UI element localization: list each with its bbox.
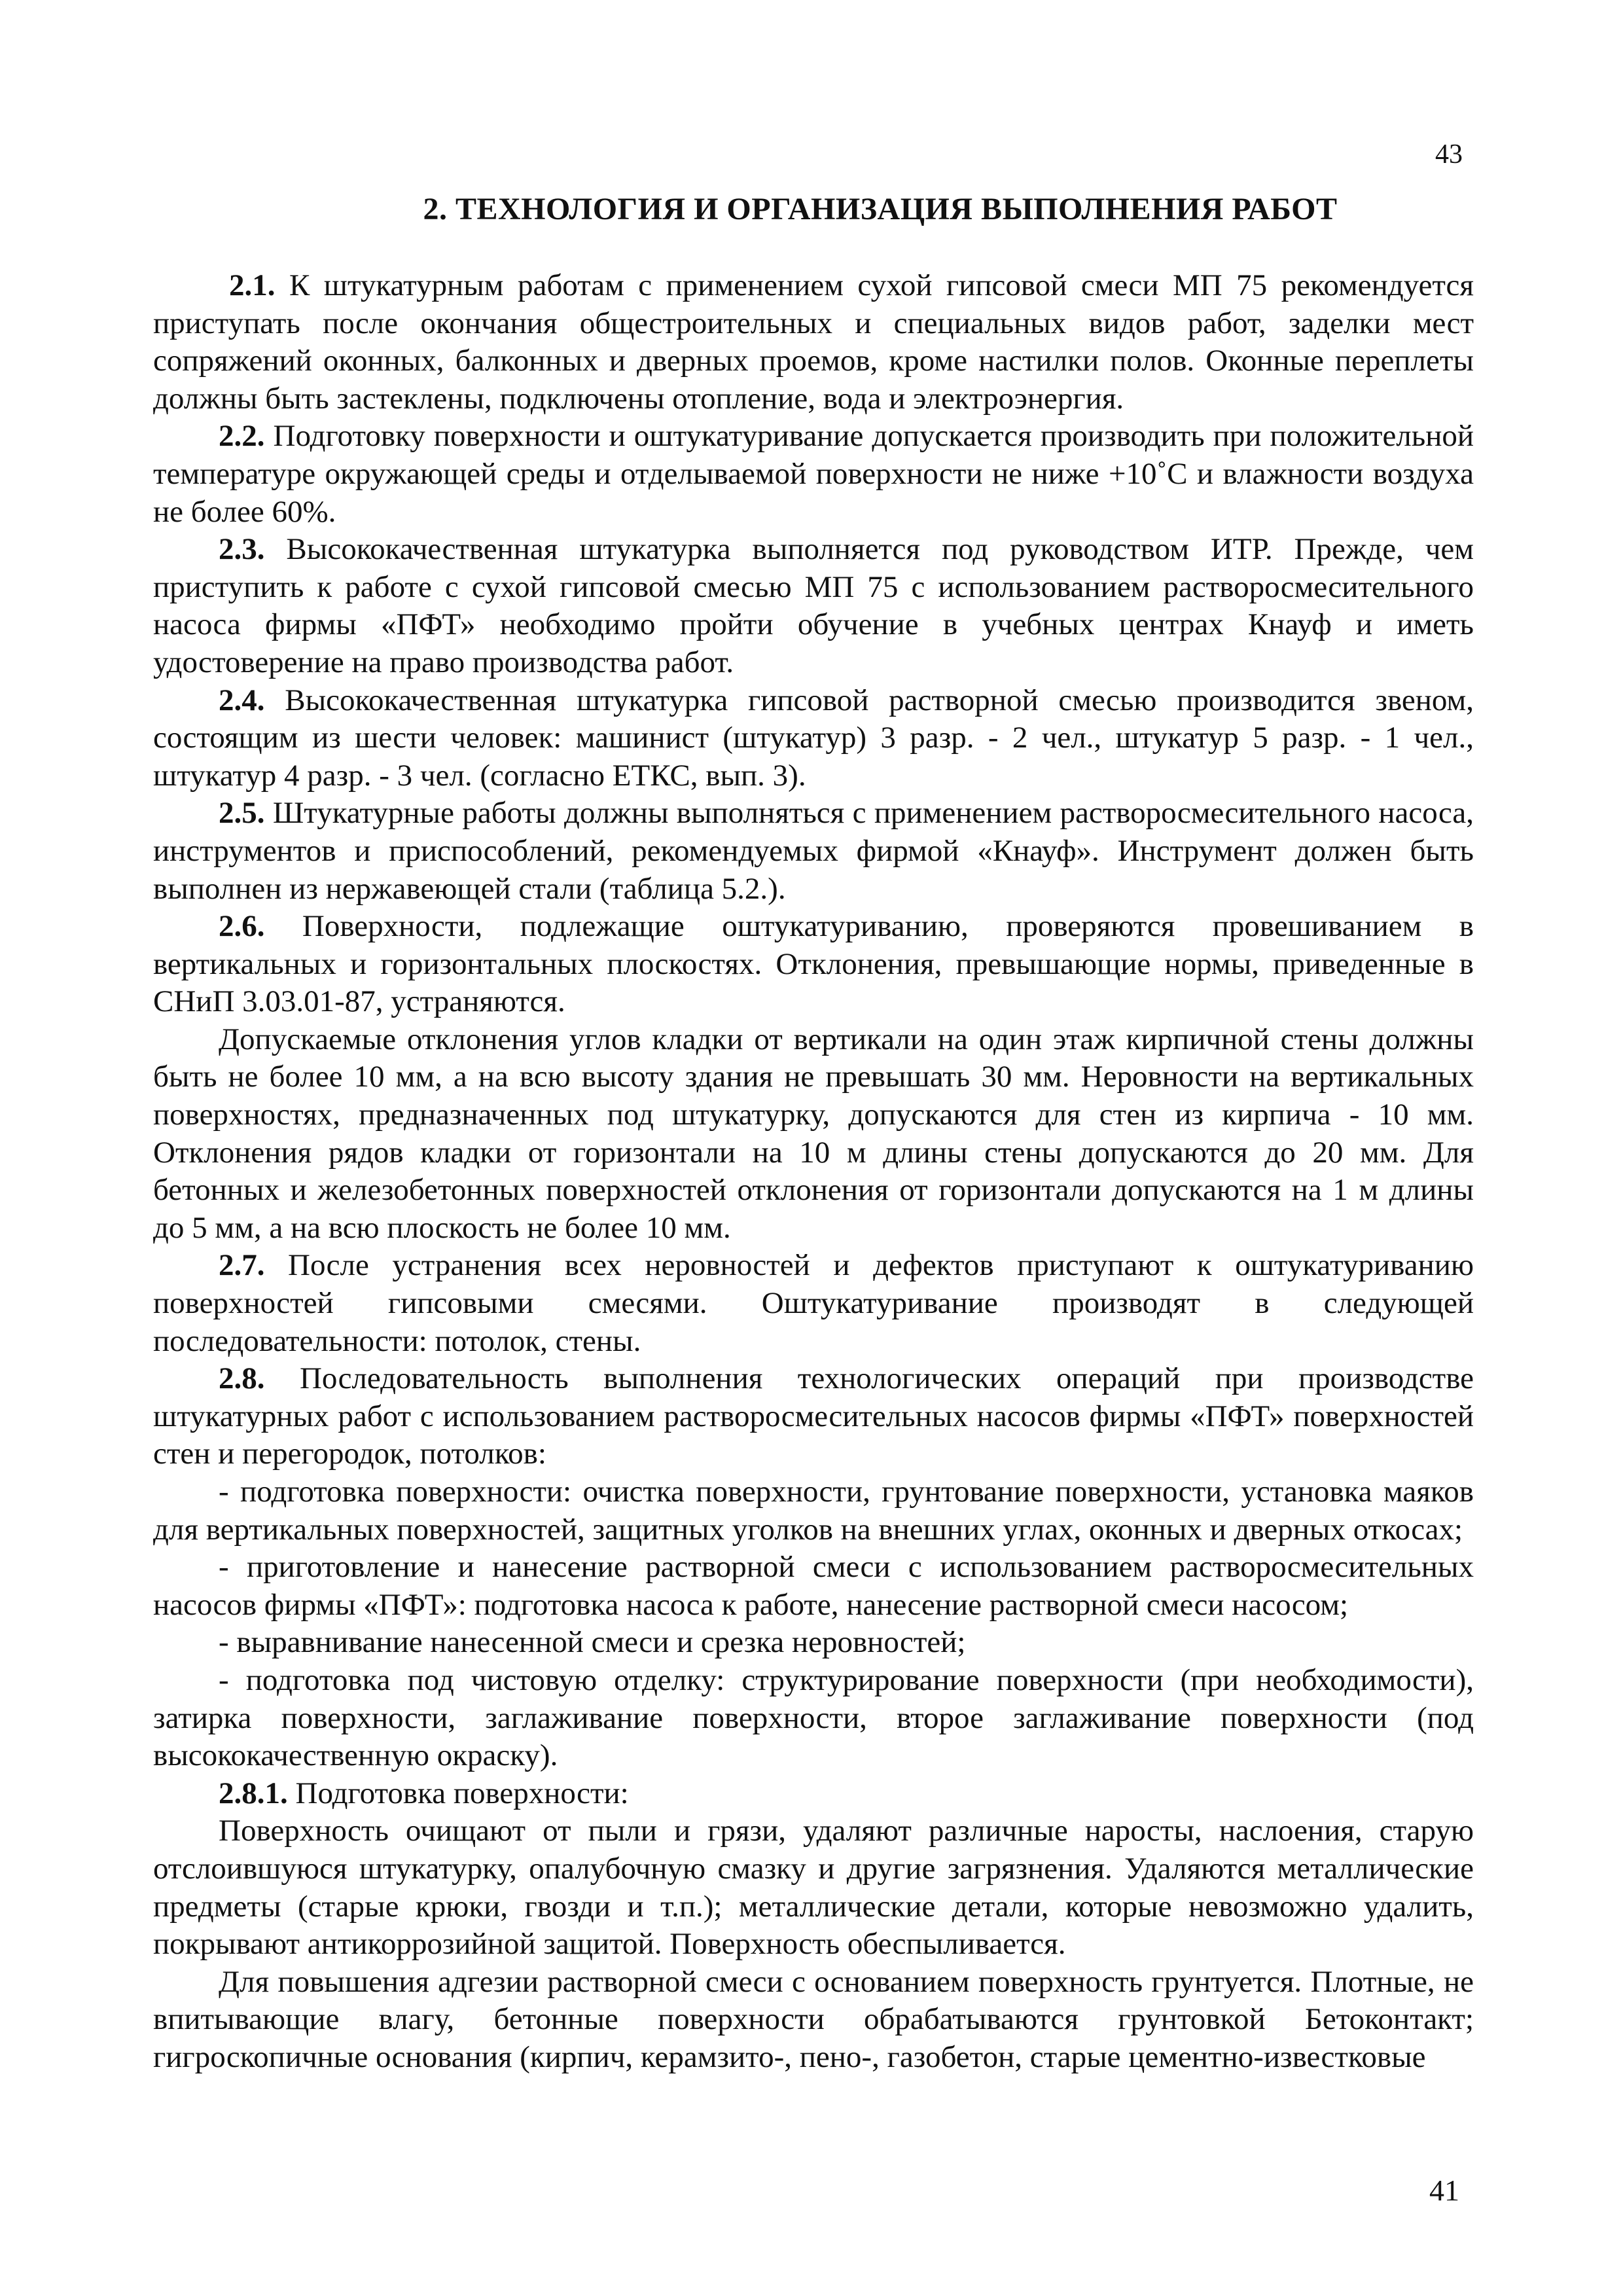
paragraph-text: Для повышения адгезии растворной смеси с основанием поверхность грунтуется. Плотные, не впитывающие влагу, бетонные поверхности обрабатываются грунтовкой Бетоконтакт; гигроскопичные основания (кирпич, керамзито-, пено-, газобетон, старые цементно-известковые [153, 1964, 1474, 2074]
paragraph-text: Высококачественная штукатурка гипсовой растворной смесью производится звеном, состоящим из шести человек: машинист (штукатур) 3 разр. - 2 чел., штукатур 5 разр. - 1 чел., штукатур 4 разр. - 3 чел. (согласно ЕТКС, вып. 3). [153, 683, 1474, 793]
paragraph-text: - выравнивание нанесенной смеси и срезка неровностей; [219, 1625, 966, 1660]
paragraph-number: 2.2. [219, 419, 265, 454]
paragraph-number: 2.3. [219, 532, 265, 567]
paragraph [153, 795, 1474, 908]
page-number-top: 43 [1435, 139, 1463, 170]
paragraph [153, 1775, 1474, 1813]
body-text [153, 267, 1474, 2077]
paragraph-number: 2.8. [219, 1361, 265, 1396]
paragraph-text: Подготовку поверхности и оштукатуривание допускается производить при положительной температуре окружающей среды и отделываемой поверхности не ниже +10˚С и влажности воздуха не более 60%. [153, 419, 1474, 529]
paragraph [153, 1812, 1474, 1963]
paragraph [153, 1360, 1474, 1473]
paragraph [153, 1247, 1474, 1360]
paragraph-text: Поверхность очищают от пыли и грязи, удаляют различные наросты, наслоения, старую отслоившуюся штукатурку, опалубочную смазку и другие загрязнения. Удаляются металлические предметы (старые крюки, гвозди и т.п.); металлические детали, которые невозможно удалить, покрывают антикоррозийной защитой. Поверхность обеспыливается. [153, 1814, 1474, 1962]
paragraph [153, 531, 1474, 681]
paragraph [153, 1662, 1474, 1775]
paragraph [153, 1964, 1474, 2077]
paragraph [153, 1549, 1474, 1624]
paragraph [153, 682, 1474, 795]
paragraph [153, 1473, 1474, 1549]
paragraph-number: 2.5. [219, 796, 265, 831]
paragraph-number: 2.4. [219, 683, 265, 717]
paragraph-text: - приготовление и нанесение растворной смеси с использованием растворосмесительных насосов фирмы «ПФТ»: подготовка насоса к работе, нанесение растворной смеси насосом; [153, 1550, 1474, 1622]
paragraph-number: 2.8.1. [219, 1776, 288, 1810]
section-title: 2. ТЕХНОЛОГИЯ И ОРГАНИЗАЦИЯ ВЫПОЛНЕНИЯ РАБОТ [423, 192, 1338, 226]
paragraph-text: Подготовка поверхности: [287, 1776, 629, 1810]
paragraph-number: 2.7. [219, 1248, 265, 1283]
paragraph-number: 2.6. [219, 909, 265, 944]
paragraph-text: К штукатурным работам с применением сухой гипсовой смеси МП 75 рекомендуется приступать после окончания общестроительных и специальных видов работ, заделки мест сопряжений оконных, балконных и дверных проемов, кроме настилки полов. Оконные переплеты должны быть застеклены, подключены отопление, вода и электроэнергия. [153, 268, 1474, 416]
paragraph-text: - подготовка под чистовую отделку: структурирование поверхности (при необходимости), затирка поверхности, заглаживание поверхности, второе заглаживание поверхности (под высококачественную окраску). [153, 1662, 1474, 1773]
paragraph-text: Штукатурные работы должны выполняться с применением растворосмесительного насоса, инструментов и приспособлений, рекомендуемых фирмой «Кнауф». Инструмент должен быть выполнен из нержавеющей стали (таблица 5.2.). [153, 796, 1474, 906]
paragraph-text: После устранения всех неровностей и дефектов приступают к оштукатуриванию поверхностей гипсовыми смесями. Оштукатуривание производят в следующей последовательности: потолок, стены. [153, 1248, 1474, 1358]
paragraph-text: Поверхности, подлежащие оштукатуриванию, проверяются провешиванием в вертикальных и горизонтальных плоскостях. Отклонения, превышающие нормы, приведенные в СНиП 3.03.01-87, устраняются. [153, 909, 1474, 1019]
paragraph [153, 908, 1474, 1021]
page-number-bottom: 41 [1429, 2174, 1459, 2207]
paragraph [153, 418, 1474, 531]
paragraph-text: - подготовка поверхности: очистка поверхности, грунтование поверхности, установка маяков для вертикальных поверхностей, защитных уголков на внешних углах, оконных и дверных откосах; [153, 1475, 1474, 1547]
paragraph [153, 1624, 1474, 1662]
paragraph-number: 2.1. [229, 268, 276, 302]
paragraph [153, 1021, 1474, 1247]
paragraph-text: Последовательность выполнения технологических операций при производстве штукатурных работ с использованием растворосмесительных насосов фирмы «ПФТ» поверхностей стен и перегородок, потолков: [153, 1361, 1474, 1471]
paragraph [153, 267, 1474, 418]
paragraph-text: Допускаемые отклонения углов кладки от вертикали на один этаж кирпичной стены должны быть не более 10 мм, а на всю высоту здания не превышать 30 мм. Неровности на вертикальных поверхностях, предназначенных под штукатурку, допускаются для стен из кирпича - 10 мм. Отклонения рядов кладки от горизонтали на 10 м длины стены допускаются до 20 мм. Для бетонных и железобетонных поверхностей отклонения от горизонтали допускаются на 1 м длины до 5 мм, а на всю плоскость не более 10 мм. [153, 1022, 1474, 1245]
paragraph-text: Высококачественная штукатурка выполняется под руководством ИТР. Прежде, чем приступить к работе с сухой гипсовой смесью МП 75 с использованием растворосмесительного насоса фирмы «ПФТ» необходимо пройти обучение в учебных центрах Кнауф и иметь удостоверение на право производства работ. [153, 532, 1474, 679]
